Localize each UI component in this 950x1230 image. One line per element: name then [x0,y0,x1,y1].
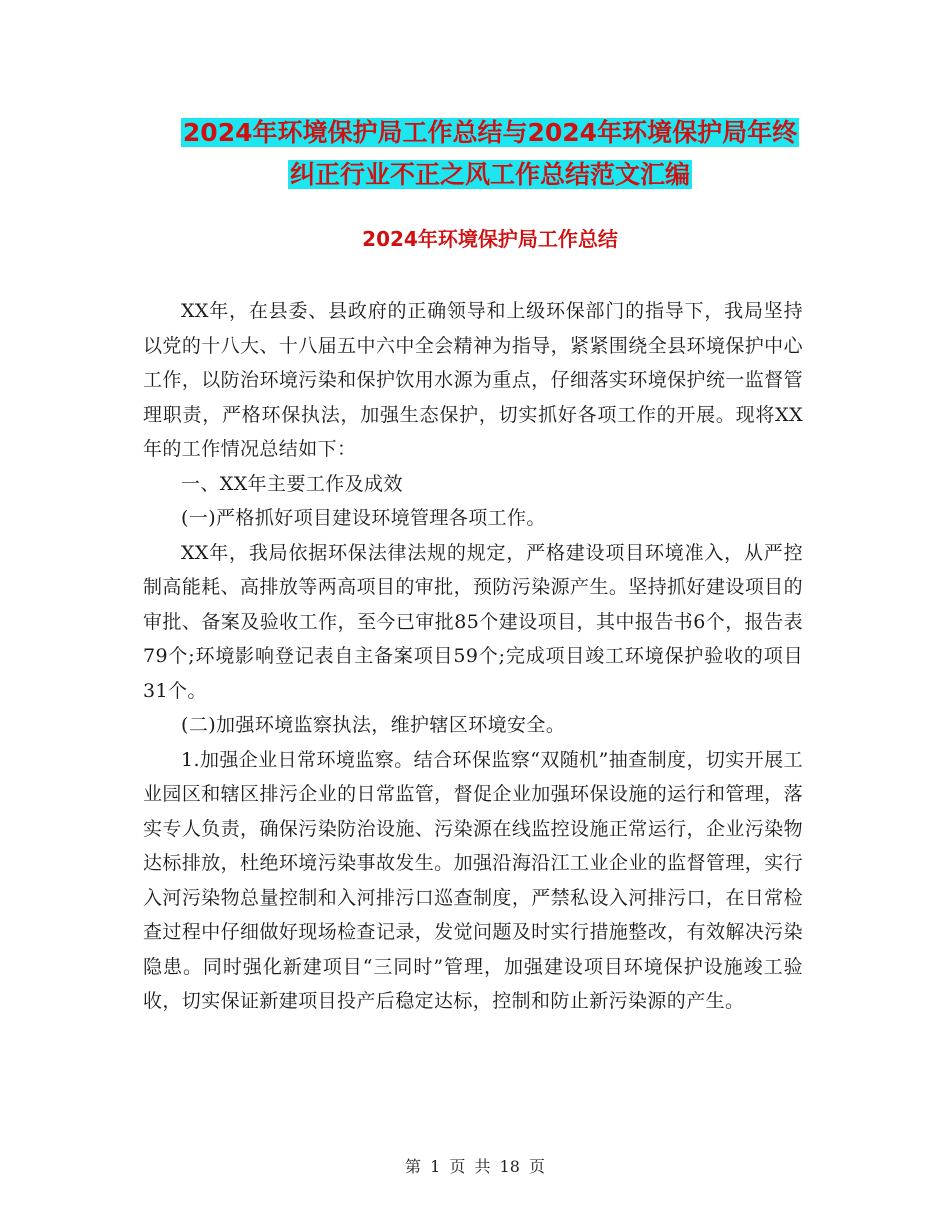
subheading-enforcement: (二)加强环境监察执法，维护辖区环境安全。 [181,714,566,736]
heading-main-work: 一、XX年主要工作及成效 [181,472,403,495]
title-line-2: 纠正行业不正之风工作总结范文汇编 [289,160,690,189]
document-body [143,294,803,1019]
page-footer: 第 1 页 共 18 页 [405,1157,545,1176]
document-title [140,112,840,196]
subheading-project-management: (一)严格抓好项目建设环境管理各项工作。 [181,507,546,529]
paragraph-project-approval: XX年，我局依据环保法律法规的规定，严格建设项目环境准入，从严控制高能耗、高排放等两高项目的审批，预防污染源产生。坚持抓好建设项目的审批、备案及验收工作，至今已审批85个建设项目，其中报告书6个，报告表79个;环境影响登记表自主备案项目59个;完成项目竣工环境保护验收的项目31个。 [143,541,803,702]
title-line-1: 2024年环境保护局工作总结与2024年环境保护局年终 [182,118,798,147]
section-title: 2024年环境保护局工作总结 [362,227,618,251]
paragraph-intro: XX年，在县委、县政府的正确领导和上级环保部门的指导下，我局坚持以党的十八大、十八届五中六中全会精神为指导，紧紧围绕全县环境保护中心工作，以防治环境污染和保护饮用水源为重点，仔细落实环境保护统一监督管理职责，严格环保执法，加强生态保护，切实抓好各项工作的开展。现将XX年的工作情况总结如下： [143,300,803,460]
paragraph-enterprise-supervision: 1.加强企业日常环境监察。结合环保监察“双随机”抽查制度，切实开展工业园区和辖区排污企业的日常监管，督促企业加强环保设施的运行和管理，落实专人负责，确保污染防治设施、污染源在线监控设施正常运行，企业污染物达标排放，杜绝环境污染事故发生。加强沿海沿江工业企业的监督管理，实行入河污染物总量控制和入河排污口巡查制度，严禁私设入河排污口，在日常检查过程中仔细做好现场检查记录，发觉问题及时实行措施整改，有效解决污染隐患。同时强化新建项目“三同时”管理，加强建设项目环境保护设施竣工验收，切实保证新建项目投产后稳定达标，控制和防止新污染源的产生。 [143,748,803,1012]
